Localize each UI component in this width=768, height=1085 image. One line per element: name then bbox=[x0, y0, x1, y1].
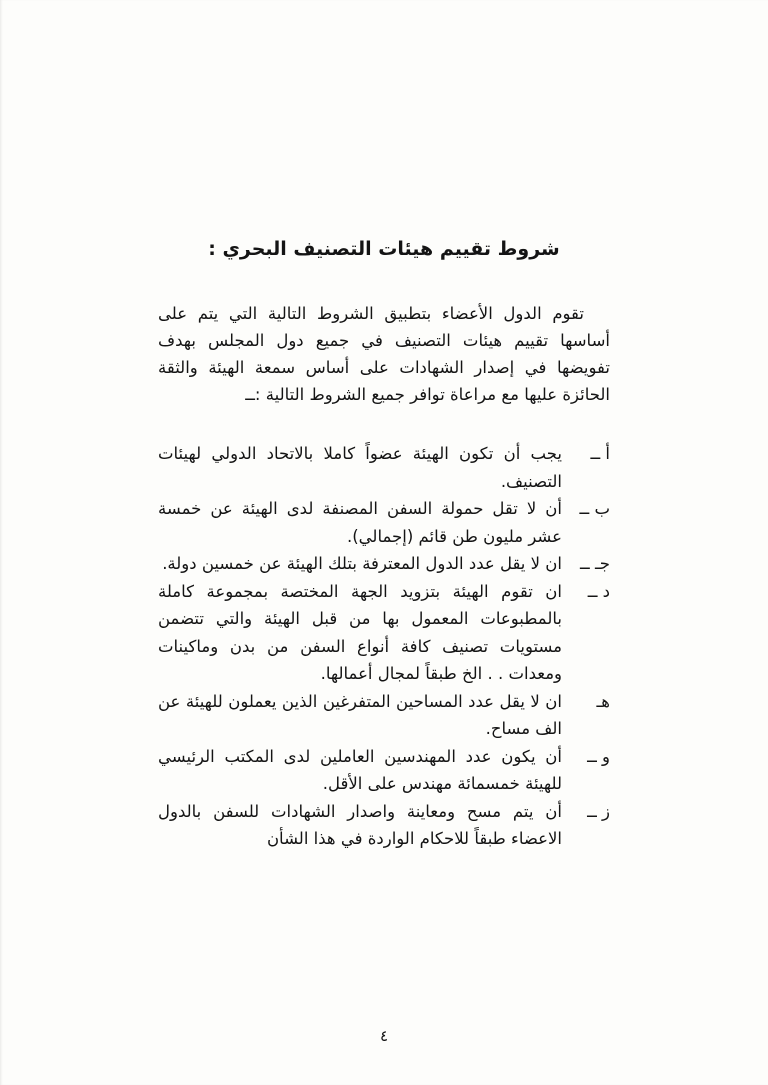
item-text: أن لا تقل حمولة السفن المصنفة لدى الهيئة عن خمسة عشر مليون طن قائم (إجمالي). bbox=[158, 499, 562, 546]
list-item bbox=[158, 743, 610, 798]
item-marker: ب ــ bbox=[579, 499, 610, 518]
item-text: أن يكون عدد المهندسين العاملين لدى المكتب الرئيسي للهيئة خمسمائة مهندس على الأقل. bbox=[158, 746, 562, 793]
item-marker: ز ــ bbox=[587, 801, 610, 821]
item-marker: هـ bbox=[596, 691, 610, 711]
intro-paragraph: تقوم الدول الأعضاء بتطبيق الشروط التالية التي يتم على أساسها تقييم هيئات التصنيف في جميع دول المجلس بهدف تفويضها في إصدار الشهادات على أساس سمعة الهيئة والثقة الحائزة عليها مع مراعاة توافر جميع الشروط التالية :ــ bbox=[158, 304, 610, 404]
page-content bbox=[158, 238, 610, 853]
conditions-list bbox=[158, 440, 610, 853]
list-item bbox=[158, 495, 610, 550]
list-item bbox=[158, 440, 610, 495]
page-title: شروط تقييم هيئات التصنيف البحري : bbox=[208, 238, 560, 260]
item-marker: و ــ bbox=[587, 746, 610, 766]
list-item bbox=[158, 550, 610, 578]
item-text: يجب أن تكون الهيئة عضواً كاملا بالاتحاد الدولي لهيئات التصنيف. bbox=[158, 444, 562, 491]
list-item bbox=[158, 578, 610, 688]
item-marker: د ــ bbox=[587, 581, 610, 601]
item-text: ان تقوم الهيئة بتزويد الجهة المختصة بمجموعة كاملة بالمطبوعات المعمول بها من قبل الهيئة والتي تتضمن مستويات تصنيف كافة أنواع السفن من بدن وماكينات ومعدات . . الخ طبقاً لمجال أعمالها. bbox=[158, 581, 562, 683]
item-text: ان لا يقل عدد الدول المعترفة بتلك الهيئة عن خمسين دولة. bbox=[162, 554, 562, 573]
page-number: ٤ bbox=[379, 1027, 389, 1045]
item-text: أن يتم مسح ومعاينة واصدار الشهادات للسفن بالدول الاعضاء طبقاً للاحكام الواردة في هذا الشأن bbox=[158, 801, 562, 848]
list-item bbox=[158, 798, 610, 853]
item-marker: جـ ــ bbox=[580, 554, 610, 573]
list-item bbox=[158, 688, 610, 743]
item-marker: أ ــ bbox=[590, 444, 610, 463]
item-text: ان لا يقل عدد المساحين المتفرغين الذين يعملون للهيئة عن الف مساح. bbox=[158, 691, 562, 738]
